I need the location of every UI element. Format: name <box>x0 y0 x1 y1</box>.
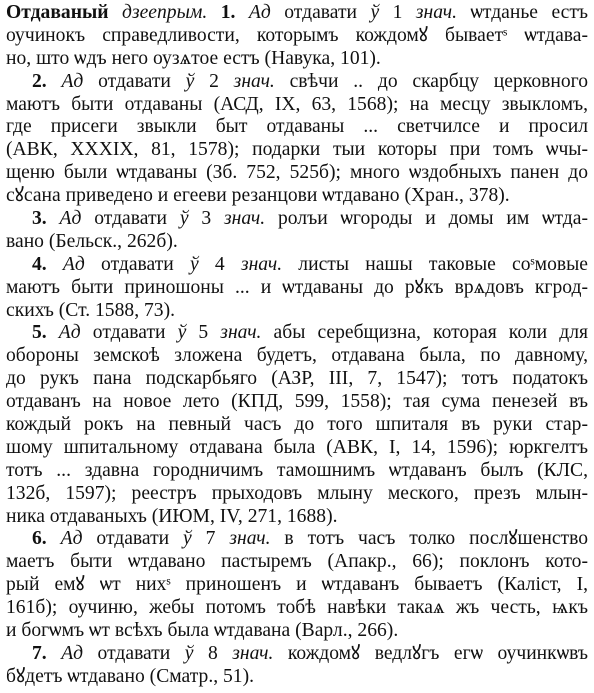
text-run: щеню были ѡтдаваны (Зб. 752, 525б); много ѡздобныхъ панен до <box>6 162 588 184</box>
italic-run: Ад <box>61 70 84 92</box>
text-line <box>6 574 588 597</box>
text-line <box>6 551 588 574</box>
text-run: 4 <box>198 253 241 275</box>
text-line <box>6 483 588 506</box>
text-run: 7 <box>191 528 230 550</box>
text-run <box>47 322 59 343</box>
italic-run: Ад <box>248 2 271 23</box>
text-run <box>207 2 220 23</box>
italic-run: ў <box>190 253 199 275</box>
text-line <box>6 300 588 323</box>
text-run: ѡтданье естъ <box>457 2 588 23</box>
text-run: отдавати <box>83 642 185 664</box>
italic-run: дзеепрым. <box>122 2 208 23</box>
italic-run: Ад <box>60 528 83 550</box>
text-run: отдаванъ на новое лето (КПД, 599, 1558); тая сума пенезей въ <box>6 391 588 413</box>
text-run <box>235 2 248 23</box>
bold-run: 3. <box>32 208 47 230</box>
text-line <box>6 528 588 551</box>
text-run <box>109 2 122 23</box>
text-run: отдавати <box>80 322 178 344</box>
text-run: до рукъ пана подскарбьяго (АЗР, III, 7, 1547); тотъ податокъ <box>6 368 588 390</box>
italic-run: Ад <box>61 642 84 664</box>
italic-run: знач. <box>232 642 274 664</box>
text-run <box>47 254 63 275</box>
text-line <box>6 506 588 529</box>
text-line <box>6 2 588 25</box>
bold-run: 1. <box>220 2 236 23</box>
text-run: кождомꙋ ведлꙋгъ егѡ оучинкѡвъ <box>273 642 588 664</box>
text-line <box>6 322 588 345</box>
text-run: сꙋсана приведено и егееви резанцови ѡтдавано (Хран., 378). <box>6 185 510 207</box>
text-run: отдавати <box>81 208 180 230</box>
text-run: бꙋдетъ ѡтдавано (Сматр., 51). <box>6 665 255 687</box>
text-run: отдавати <box>84 253 190 275</box>
text-line <box>6 185 588 208</box>
text-line <box>6 208 588 231</box>
text-run <box>47 528 61 549</box>
text-run: маетъ быти ѡтдавано пастыремъ (Апакр., 66); поклонъ кото- <box>6 551 588 573</box>
text-run: кождый рокъ на певный часъ до того шпиталя въ руки стар- <box>6 414 588 436</box>
text-run: оучинокъ справедливости, которымъ кождомꙋ бываетˢ ѡтдава- <box>6 24 588 46</box>
italic-run: ў <box>183 528 192 550</box>
text-run: листы нашы таковые соˢмовые <box>282 253 588 275</box>
text-run: ролъи ѡгороды и домы им ѡтда- <box>265 208 588 230</box>
text-run: свѣчи .. до скарбцу церковного <box>274 70 588 92</box>
italic-run: Ад <box>59 208 82 230</box>
text-line <box>6 116 588 139</box>
text-line <box>6 620 588 643</box>
bold-run: 7. <box>32 642 47 664</box>
text-run: отдавати <box>270 2 371 23</box>
text-line <box>6 666 588 689</box>
text-line <box>6 162 588 185</box>
text-line <box>6 437 588 460</box>
text-line <box>6 643 588 666</box>
text-run: вано (Бельск., 262б). <box>6 230 178 252</box>
text-run: шому шпитальному отдавана была (АВК, I, 14, 1596); юркгелтъ <box>6 436 588 458</box>
text-run: 161б); оучиню, жебы потомъ тобѣ навѣки такаѧ жъ честь, ѩкъ <box>6 597 588 619</box>
text-run: тотъ ... здавна городничимъ тамошнимъ ѡтдаванъ былъ (КЛС, <box>6 459 588 481</box>
italic-run: знач. <box>229 528 271 550</box>
text-run <box>47 71 62 92</box>
italic-run: знач. <box>223 208 266 230</box>
text-run <box>47 643 61 664</box>
text-line <box>6 94 588 117</box>
text-run: маютъ быти приношоны ... и ѡтдаваны до рꙋкъ врѧдовъ кгрод- <box>6 276 588 298</box>
text-run: отдавати <box>83 70 186 92</box>
bold-run: 2. <box>32 70 47 92</box>
italic-run: ў <box>177 322 187 344</box>
italic-run: Ад <box>58 322 81 344</box>
italic-run: Ад <box>62 253 85 275</box>
text-run: маютъ быти отдаваны (АСД, IX, 63, 1568); на месцу звыкломъ, <box>6 93 588 115</box>
text-run: 8 <box>193 642 233 664</box>
text-run: (АВК, XXXIX, 81, 1578); подарки тыи которы при томъ ѡчы- <box>6 139 588 161</box>
text-run: скихъ (Ст. 1588, 73). <box>6 299 176 321</box>
text-line <box>6 25 588 48</box>
text-line <box>6 460 588 483</box>
text-run: абы серебщизна, которая коли для <box>261 322 588 344</box>
text-line <box>6 48 588 71</box>
text-run: где присеги звыкли быт отдаваны ... светчилсе и просил <box>6 116 588 138</box>
bold-run: Отдаваный <box>6 2 109 23</box>
text-run: 5 <box>186 322 221 344</box>
italic-run: знач. <box>415 2 458 23</box>
text-run: 132б, 1597); реестръ прыходовъ млыну меского, презъ млын- <box>6 482 588 504</box>
text-run: но, што ѡдъ него оузѧтое естъ (Навука, 101). <box>6 47 381 69</box>
text-line <box>6 277 588 300</box>
bold-run: 4. <box>32 253 47 275</box>
text-run: в тотъ часъ толко послꙋшенство <box>270 528 588 550</box>
italic-run: ў <box>370 2 380 23</box>
text-run: ника отдаваныхъ (ИЮМ, IV, 271, 1688). <box>6 505 338 527</box>
text-line <box>6 345 588 368</box>
text-run: и богѡмъ ѡт всѣхъ была ѡтдавана (Варл., 266). <box>6 620 399 642</box>
text-run: 2 <box>194 70 234 92</box>
text-line <box>6 254 588 277</box>
italic-run: знач. <box>233 70 275 92</box>
text-run: отдавати <box>82 528 184 550</box>
text-run: 1 <box>379 2 416 23</box>
bold-run: 5. <box>32 322 47 344</box>
bold-run: 6. <box>32 528 47 550</box>
text-line <box>6 391 588 414</box>
italic-run: ў <box>184 642 194 664</box>
italic-run: ў <box>185 70 195 92</box>
text-line <box>6 597 588 620</box>
italic-run: знач. <box>220 322 262 344</box>
text-line <box>6 71 588 94</box>
text-run: обороны земскоѣ зложена будетъ, отдавана была, по давному, <box>6 345 588 367</box>
text-line <box>6 139 588 162</box>
text-line <box>6 414 588 437</box>
text-run <box>47 208 60 229</box>
italic-run: знач. <box>240 253 283 275</box>
text-line <box>6 368 588 391</box>
text-line <box>6 231 588 254</box>
text-run: 3 <box>188 208 224 230</box>
italic-run: ў <box>179 208 189 230</box>
text-run: рый емꙋ ѡт нихˢ приношенъ и ѡтдаванъ бываетъ (Каліст, I, <box>6 574 588 596</box>
